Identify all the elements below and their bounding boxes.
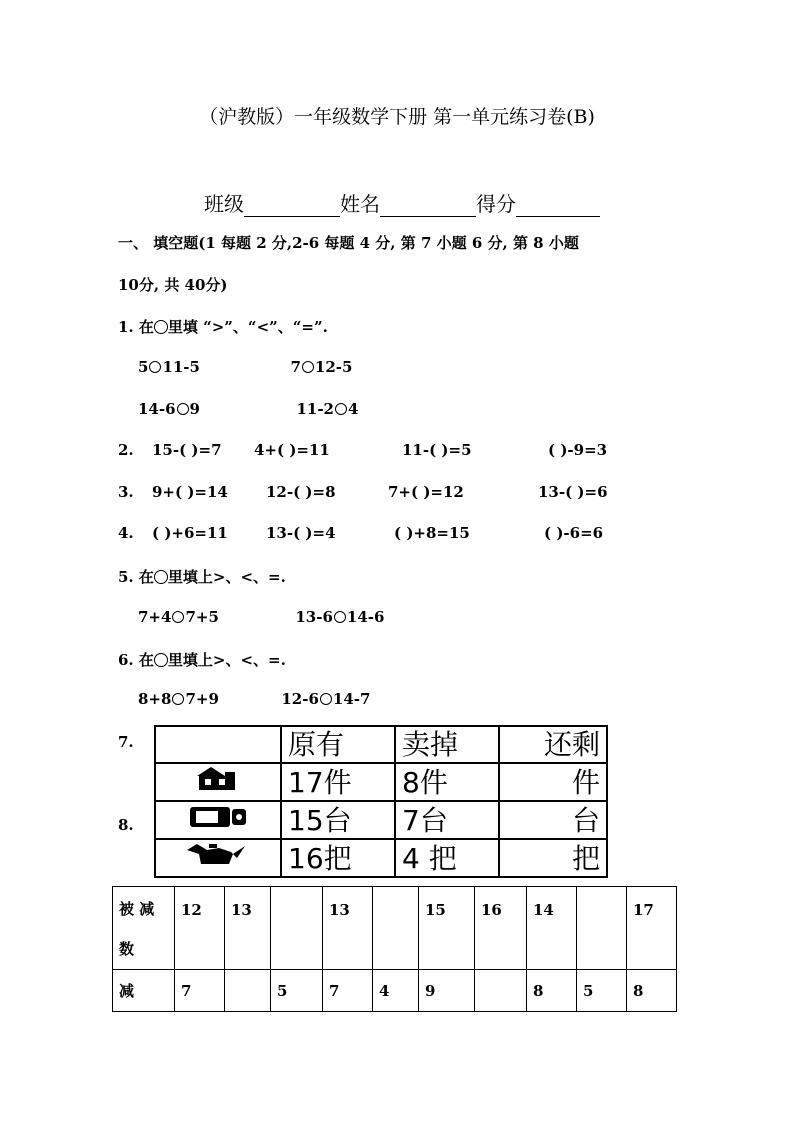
q7-label: 7. <box>118 733 134 751</box>
circle-icon <box>154 320 168 334</box>
goods-header-cell: 卖掉 <box>395 726 499 763</box>
answer-circle[interactable] <box>320 693 332 705</box>
sold-cell: 7台 <box>395 801 499 839</box>
table-cell[interactable]: 13 <box>323 887 373 970</box>
q6-text: 6. 在 <box>118 651 154 669</box>
q1-text-after: 里填 “>”、“<”、“=”. <box>167 318 328 336</box>
table-cell[interactable]: 8 <box>627 970 677 1012</box>
goods-header-row <box>155 726 607 763</box>
q3-number: 3. <box>118 483 134 501</box>
table-cell[interactable]: 5 <box>271 970 323 1012</box>
q5-item-left: 7+4 <box>138 608 172 626</box>
q4-item[interactable]: ( )+6=11 <box>152 524 228 542</box>
q1-row1 <box>138 358 352 376</box>
name-blank[interactable] <box>380 196 476 217</box>
q5-item-right: 7+5 <box>185 608 219 626</box>
q5-text: 5. 在 <box>118 568 154 586</box>
table-cell[interactable]: 7 <box>323 970 373 1012</box>
q5-item-left: 13-6 <box>295 608 333 626</box>
goods-row <box>155 763 607 801</box>
q4-item[interactable]: ( )+8=15 <box>394 524 470 542</box>
minuend-label <box>113 887 175 970</box>
goods-header-cell: 还剩 <box>499 726 607 763</box>
circle-icon <box>154 570 168 584</box>
remain-cell[interactable]: 台 <box>499 801 607 839</box>
q1-instruction <box>118 316 328 337</box>
page-title: （沪教版）一年级数学下册 第一单元练习卷(B) <box>199 106 595 128</box>
goods-row <box>155 839 607 877</box>
score-blank[interactable] <box>516 196 600 217</box>
q4-item[interactable]: 13-( )=4 <box>266 524 336 542</box>
teapot-icon <box>185 840 251 868</box>
q3-item[interactable]: 13-( )=6 <box>538 483 608 501</box>
q1-item-right: 4 <box>348 400 359 418</box>
q1-text: 1. 在 <box>118 318 154 336</box>
q4-number: 4. <box>118 524 134 542</box>
table-cell[interactable] <box>577 887 627 970</box>
q3-item[interactable]: 7+( )=12 <box>388 483 464 501</box>
q1-item-left: 14-6 <box>138 400 176 418</box>
table-cell[interactable]: 12 <box>175 887 225 970</box>
q6-item-right: 14-7 <box>332 690 371 708</box>
q1-item-right: 9 <box>189 400 200 418</box>
table-cell[interactable]: 14 <box>527 887 577 970</box>
q2-item[interactable]: 4+( )=11 <box>254 441 330 459</box>
table-cell[interactable] <box>373 887 419 970</box>
table-cell[interactable]: 5 <box>577 970 627 1012</box>
table-cell[interactable]: 15 <box>419 887 475 970</box>
subtraction-table <box>112 886 677 1012</box>
circle-icon <box>154 653 168 667</box>
q5-text-after: 里填上>、<、=. <box>167 568 286 586</box>
q6-item-right: 7+9 <box>185 690 219 708</box>
minuend-row <box>113 887 677 970</box>
q2-item[interactable]: 15-( )=7 <box>152 441 222 459</box>
q6-row <box>138 690 370 708</box>
table-cell[interactable]: 13 <box>225 887 271 970</box>
q5-item-right: 14-6 <box>346 608 385 626</box>
student-info-line <box>204 188 600 217</box>
answer-circle[interactable] <box>334 611 346 623</box>
q6-item-left: 8+8 <box>138 690 172 708</box>
sold-cell: 4 把 <box>395 839 499 877</box>
q8-label: 8. <box>118 816 134 834</box>
q3-item[interactable]: 12-( )=8 <box>266 483 336 501</box>
answer-circle[interactable] <box>172 611 184 623</box>
q1-item-left: 5 <box>138 358 149 376</box>
q5-instruction <box>118 566 286 587</box>
goods-header-cell <box>155 726 281 763</box>
q6-text-after: 里填上>、<、=. <box>167 651 286 669</box>
answer-circle[interactable] <box>335 403 347 415</box>
section-heading: 一、 填空题(1 每题 2 分,2-6 每题 4 分, 第 7 小题 6 分, 第 8 小题 <box>118 234 579 252</box>
table-cell[interactable] <box>271 887 323 970</box>
table-cell[interactable]: 16 <box>475 887 527 970</box>
table-cell[interactable]: 9 <box>419 970 475 1012</box>
orig-cell: 17件 <box>281 763 395 801</box>
table-cell[interactable]: 8 <box>527 970 577 1012</box>
table-cell[interactable] <box>225 970 271 1012</box>
house-icon <box>189 764 247 792</box>
q2-item[interactable]: ( )-9=3 <box>548 441 608 459</box>
goods-table <box>154 725 608 878</box>
name-label: 姓名 <box>340 192 380 216</box>
q1-item-left: 7 <box>290 358 301 376</box>
answer-circle[interactable] <box>177 403 189 415</box>
q6-item-left: 12-6 <box>281 690 319 708</box>
tv-icon <box>186 802 250 830</box>
table-cell[interactable]: 4 <box>373 970 419 1012</box>
answer-circle[interactable] <box>172 693 184 705</box>
q3-item[interactable]: 9+( )=14 <box>152 483 228 501</box>
goods-icon-cell <box>155 801 281 839</box>
subtrahend-label: 减 <box>113 970 175 1012</box>
goods-row <box>155 801 607 839</box>
answer-circle[interactable] <box>149 361 161 373</box>
orig-cell: 15台 <box>281 801 395 839</box>
subtrahend-row <box>113 970 677 1012</box>
goods-icon-cell <box>155 839 281 877</box>
sold-cell: 8件 <box>395 763 499 801</box>
minuend-label-a: 被 减 <box>119 900 155 918</box>
goods-header-cell: 原有 <box>281 726 395 763</box>
section-heading-cont: 10分, 共 40分) <box>118 276 228 294</box>
table-cell[interactable] <box>475 970 527 1012</box>
table-cell[interactable]: 17 <box>627 887 677 970</box>
remain-cell[interactable]: 件 <box>499 763 607 801</box>
goods-icon-cell <box>155 763 281 801</box>
q1-item-right: 11-5 <box>162 358 200 376</box>
q2-item[interactable]: 11-( )=5 <box>402 441 472 459</box>
remain-cell[interactable]: 把 <box>499 839 607 877</box>
answer-circle[interactable] <box>302 361 314 373</box>
q2-number: 2. <box>118 441 134 459</box>
class-blank[interactable] <box>244 196 340 217</box>
table-cell[interactable]: 7 <box>175 970 225 1012</box>
q5-row <box>138 608 384 626</box>
score-label: 得分 <box>476 192 516 216</box>
orig-cell: 16把 <box>281 839 395 877</box>
minuend-label-b: 数 <box>119 940 135 958</box>
class-label: 班级 <box>204 192 244 216</box>
q1-item-left: 11-2 <box>296 400 334 418</box>
q1-item-right: 12-5 <box>314 358 353 376</box>
q1-row2 <box>138 400 358 418</box>
q4-item[interactable]: ( )-6=6 <box>544 524 604 542</box>
q6-instruction <box>118 649 286 670</box>
